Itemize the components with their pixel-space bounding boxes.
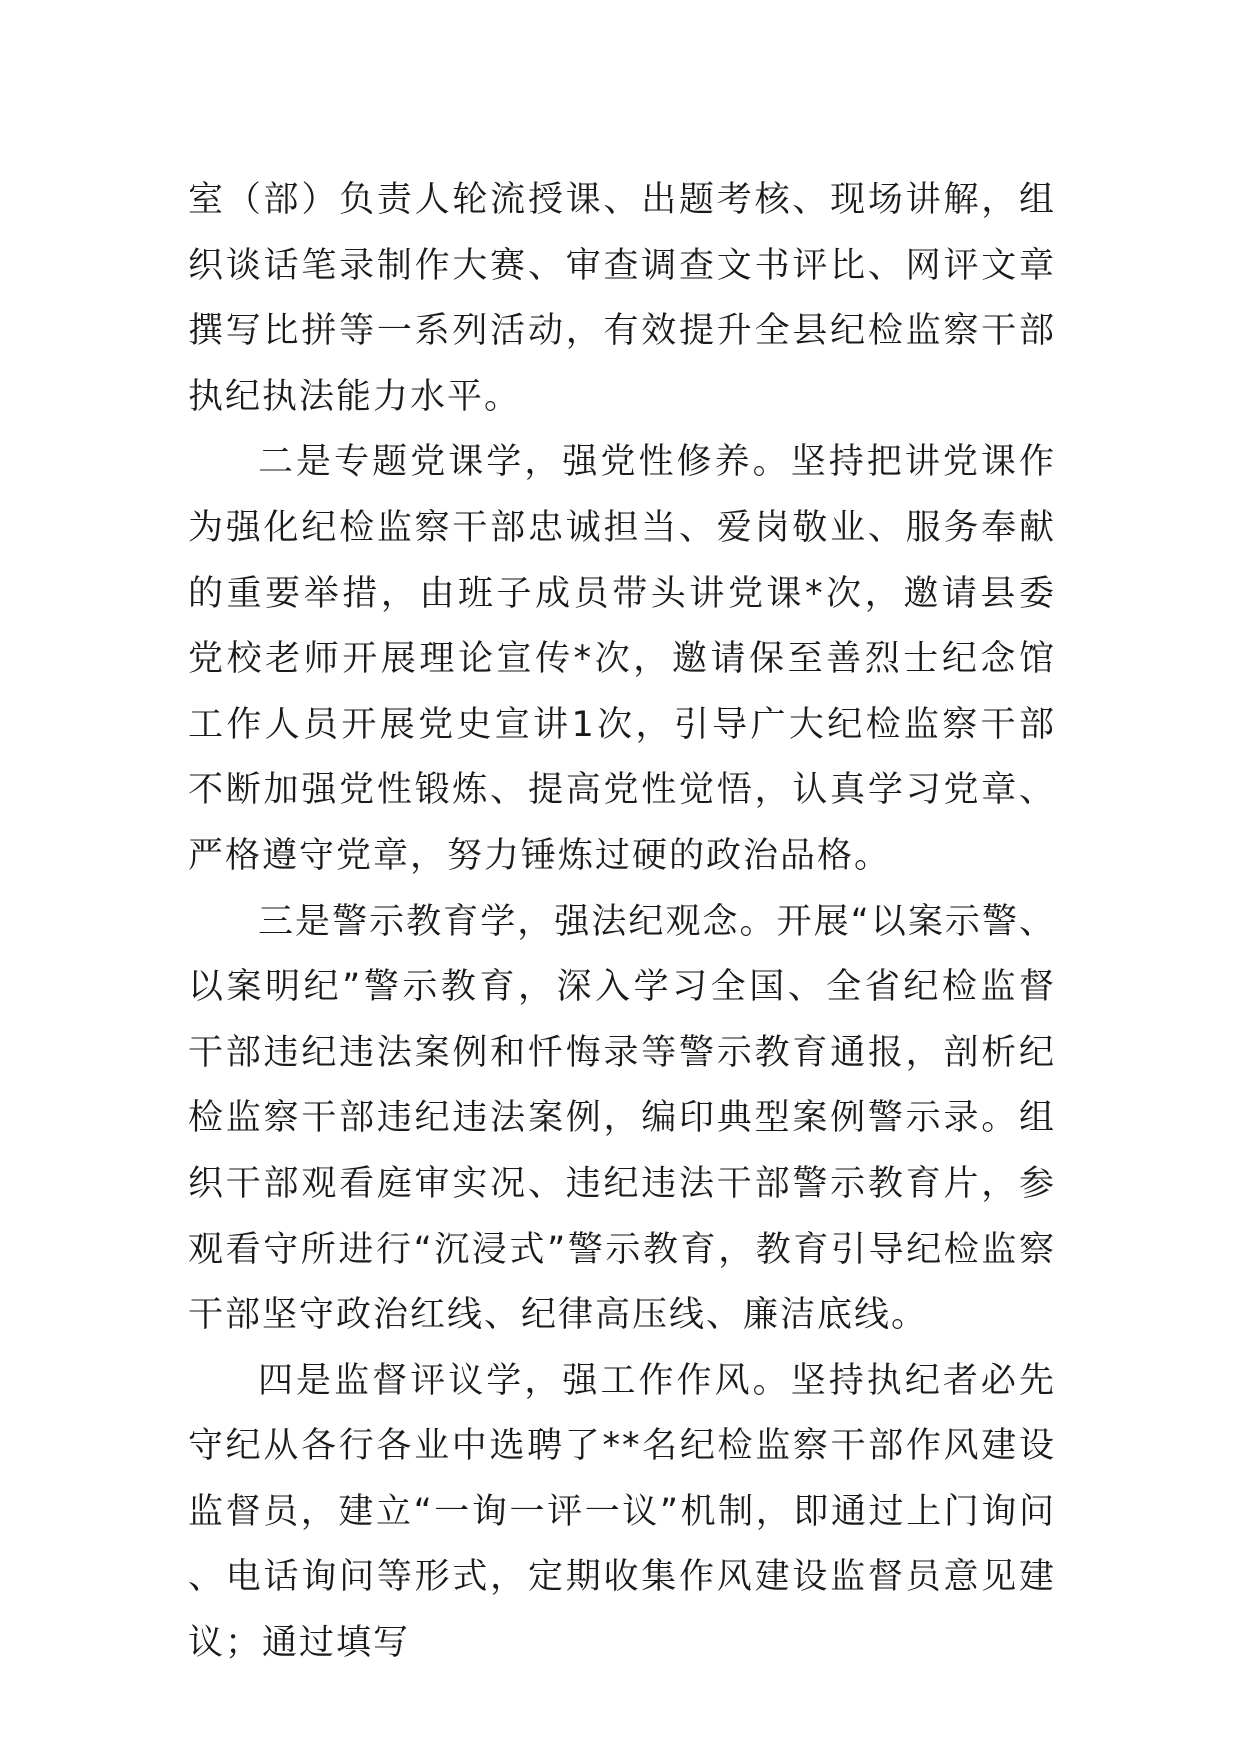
document-body bbox=[188, 168, 1056, 1677]
paragraph-warning-education: 三是警示教育学，强法纪观念。开展“以案示警、以案明纪”警示教育，深入学习全国、全省纪检监督干部违纪违法案例和忏悔录等警示教育通报，剖析纪检监察干部违纪违法案例，编印典型案例警示录。组织干部观看庭审实况、违纪违法干部警示教育片，参观看守所进行“沉浸式”警示教育，教育引导纪检监察干部坚守政治红线、纪律高压线、廉洁底线。 bbox=[188, 901, 1056, 1336]
paragraph-party-lecture: 二是专题党课学，强党性修养。坚持把讲党课作为强化纪检监察干部忠诚担当、爱岗敬业、服务奉献的重要举措，由班子成员带头讲党课*次，邀请县委党校老师开展理论宣传*次，邀请保至善烈士纪念馆工作人员开展党史宣讲1次，引导广大纪检监察干部不断加强党性锻炼、提高党性觉悟，认真学习党章、严格遵守党章，努力锤炼过硬的政治品格。 bbox=[188, 442, 1056, 876]
paragraph-continuation: 室（部）负责人轮流授课、出题考核、现场讲解，组织谈话笔录制作大赛、审查调查文书评比、网评文章撰写比拼等一系列活动，有效提升全县纪检监察干部执纪执法能力水平。 bbox=[188, 180, 1056, 417]
paragraph-supervision-review: 四是监督评议学，强工作作风。坚持执纪者必先守纪从各行各业中选聘了**名纪检监察干部作风建设监督员，建立“一询一评一议”机制，即通过上门询问、电话询问等形式，定期收集作风建设监督员意见建议；通过填写 bbox=[188, 1360, 1056, 1664]
